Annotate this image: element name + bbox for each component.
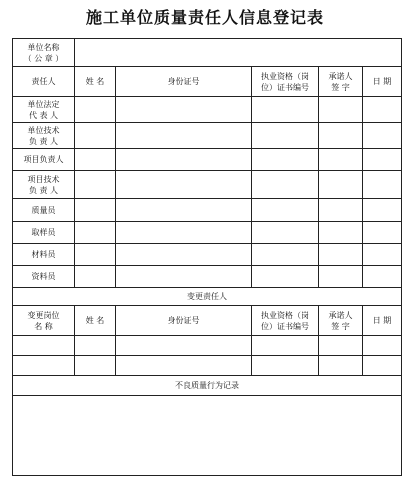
signature-cell[interactable] — [319, 97, 363, 123]
table-row — [13, 244, 402, 266]
table-row — [13, 97, 402, 123]
id-no-cell[interactable] — [116, 266, 252, 288]
cert-cell[interactable] — [252, 123, 319, 149]
signature-cell[interactable] — [319, 171, 363, 199]
unit-name-value-cell[interactable] — [75, 39, 402, 67]
name-cell[interactable] — [75, 336, 116, 356]
id-no-cell[interactable] — [116, 244, 252, 266]
id-no-cell[interactable] — [116, 356, 252, 376]
header-role: 责任人 — [13, 67, 75, 97]
cert-cell[interactable] — [252, 356, 319, 376]
date-cell[interactable] — [363, 97, 402, 123]
date-cell[interactable] — [363, 356, 402, 376]
signature-cell[interactable] — [319, 222, 363, 244]
name-cell[interactable] — [75, 149, 116, 171]
name-cell[interactable] — [75, 222, 116, 244]
date-cell[interactable] — [363, 149, 402, 171]
name-cell[interactable] — [75, 356, 116, 376]
header-name: 姓 名 — [75, 67, 116, 97]
role-label: 材料员 — [13, 244, 75, 266]
role-label: 单位法定 代 表 人 — [13, 97, 75, 123]
signature-cell[interactable] — [319, 123, 363, 149]
change-section-title: 变更责任人 — [13, 288, 402, 306]
signature-cell[interactable] — [319, 244, 363, 266]
table-row — [13, 222, 402, 244]
cert-cell[interactable] — [252, 171, 319, 199]
date-cell[interactable] — [363, 266, 402, 288]
id-no-cell[interactable] — [116, 97, 252, 123]
signature-cell[interactable] — [319, 356, 363, 376]
cert-cell[interactable] — [252, 222, 319, 244]
date-cell[interactable] — [363, 171, 402, 199]
signature-cell[interactable] — [319, 266, 363, 288]
header-date: 日 期 — [363, 67, 402, 97]
cert-cell[interactable] — [252, 149, 319, 171]
header-signature: 承诺人 签 字 — [319, 67, 363, 97]
name-cell[interactable] — [75, 266, 116, 288]
name-cell[interactable] — [75, 171, 116, 199]
date-cell[interactable] — [363, 123, 402, 149]
date-cell[interactable] — [363, 222, 402, 244]
change-row — [13, 356, 402, 376]
role-label: 单位技术 负 责 人 — [13, 123, 75, 149]
id-no-cell[interactable] — [116, 199, 252, 222]
cert-cell[interactable] — [252, 336, 319, 356]
name-cell[interactable] — [75, 244, 116, 266]
name-cell[interactable] — [75, 123, 116, 149]
signature-cell[interactable] — [319, 336, 363, 356]
header-row — [13, 67, 402, 97]
table-row — [13, 149, 402, 171]
id-no-cell[interactable] — [116, 171, 252, 199]
id-no-cell[interactable] — [116, 123, 252, 149]
role-label: 项目技术 负 责 人 — [13, 171, 75, 199]
id-no-cell[interactable] — [116, 222, 252, 244]
registration-table — [12, 38, 402, 476]
bad-record-title: 不良质量行为记录 — [13, 376, 402, 396]
position-cell[interactable] — [13, 336, 75, 356]
unit-name-label: 单位名称 （ 公 章 ） — [13, 39, 75, 67]
table-row — [13, 171, 402, 199]
position-cell[interactable] — [13, 356, 75, 376]
change-header-row — [13, 306, 402, 336]
role-label: 项目负责人 — [13, 149, 75, 171]
change-header-date: 日 期 — [363, 306, 402, 336]
date-cell[interactable] — [363, 244, 402, 266]
id-no-cell[interactable] — [116, 336, 252, 356]
date-cell[interactable] — [363, 199, 402, 222]
header-id-no: 身份证号 — [116, 67, 252, 97]
header-cert: 执业资格（岗 位）证书编号 — [252, 67, 319, 97]
cert-cell[interactable] — [252, 199, 319, 222]
table-row — [13, 266, 402, 288]
change-header-name: 姓 名 — [75, 306, 116, 336]
change-header-cert: 执业资格（岗 位）证书编号 — [252, 306, 319, 336]
name-cell[interactable] — [75, 97, 116, 123]
change-header-signature: 承诺人 签 字 — [319, 306, 363, 336]
role-label: 资料员 — [13, 266, 75, 288]
cert-cell[interactable] — [252, 244, 319, 266]
form-title: 施工单位质量责任人信息登记表 — [85, 8, 324, 27]
name-cell[interactable] — [75, 199, 116, 222]
signature-cell[interactable] — [319, 199, 363, 222]
role-label: 质量员 — [13, 199, 75, 222]
table-row — [13, 123, 402, 149]
role-label: 取样员 — [13, 222, 75, 244]
signature-cell[interactable] — [319, 149, 363, 171]
change-row — [13, 336, 402, 356]
change-header-id-no: 身份证号 — [116, 306, 252, 336]
id-no-cell[interactable] — [116, 149, 252, 171]
cert-cell[interactable] — [252, 97, 319, 123]
change-header-position: 变更岗位 名 称 — [13, 306, 75, 336]
bad-record-area[interactable] — [13, 396, 402, 476]
table-row — [13, 199, 402, 222]
cert-cell[interactable] — [252, 266, 319, 288]
date-cell[interactable] — [363, 336, 402, 356]
